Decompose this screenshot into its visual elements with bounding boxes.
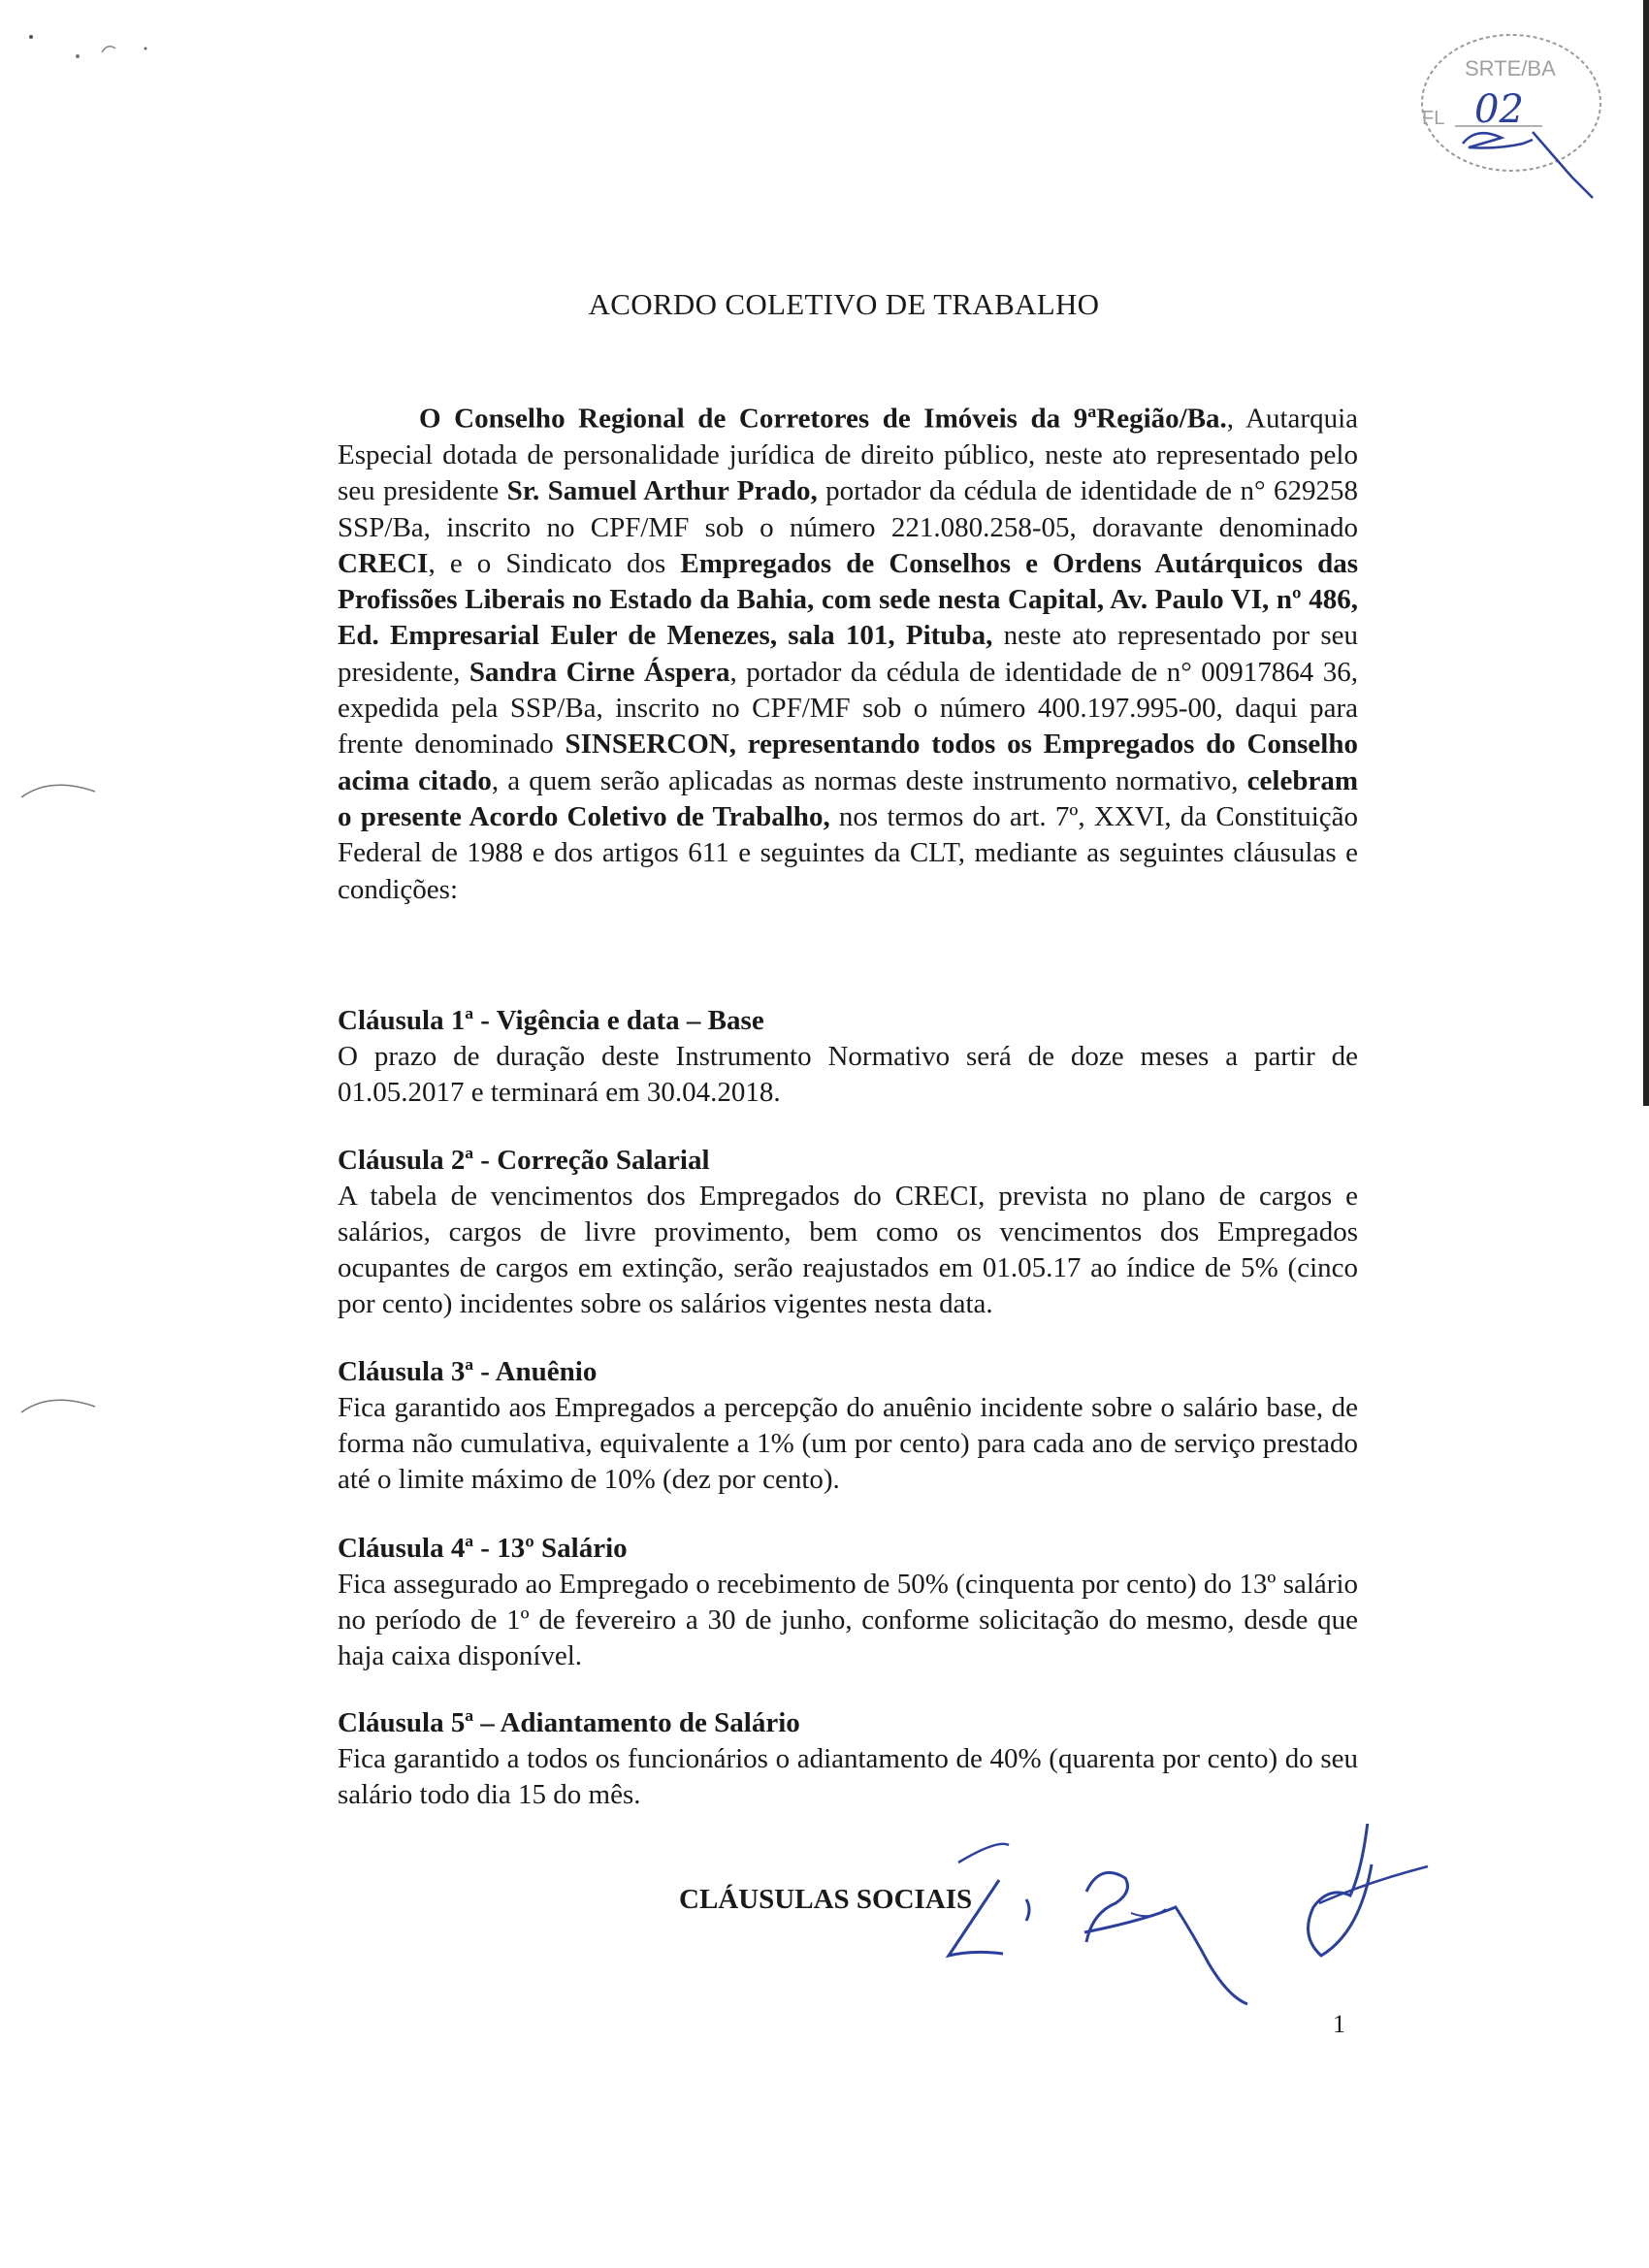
- clause-heading: Cláusula 1ª - Vigência e data – Base: [338, 1005, 764, 1036]
- clause-body: O prazo de duração deste Instrumento Normativo será de doze meses a partir de 01.05.2017 e terminará em 30.04.2018.: [338, 1041, 1358, 1108]
- intro-sinsercon: SINSERCON, representando todos os Empregados do Conselho acima citado: [338, 729, 1358, 796]
- intro-union-president: Sandra Cirne Áspera: [469, 656, 730, 688]
- scan-artifact-left-2: [17, 1389, 105, 1418]
- intro-president-name: Sr. Samuel Arthur Prado,: [506, 475, 818, 507]
- clause-body: Fica assegurado ao Empregado o recebimento de 50% (cinquenta por cento) do 13º salário no período de 1º de fevereiro a 30 de junho, conforme solicitação do mesmo, desde que haja caixa disponível.: [338, 1569, 1358, 1671]
- clause-heading: Cláusula 3ª - Anuênio: [338, 1356, 598, 1387]
- clause-heading: Cláusula 5ª – Adiantamento de Salário: [338, 1707, 800, 1738]
- clause-4: [338, 1531, 1358, 1674]
- intro-union-name: Empregados de Conselhos e Ordens Autárquicos das Profissões Liberais no Estado da Bahia, com sede nesta Capital, Av. Paulo VI, nº 486, Ed. Empresarial Euler de Menezes, sala 101, Pituba,: [338, 547, 1358, 652]
- handwritten-signatures: [912, 1824, 1455, 2037]
- clause-heading: Cláusula 4ª - 13º Salário: [338, 1533, 628, 1564]
- intro-region: Região/Ba.: [1096, 403, 1227, 435]
- clause-heading: Cláusula 2ª - Correção Salarial: [338, 1145, 710, 1176]
- clause-body: A tabela de vencimentos dos Empregados do CRECI, prevista no plano de cargos e salários, cargos de livre provimento, bem como os vencimentos dos Empregados ocupantes de cargos em extinção, serão reajustados em 01.05.17 ao índice de 5% (cinco por cento) incidentes sobre os salários vigentes nesta data.: [338, 1181, 1358, 1319]
- intro-text-7: nos termos do art. 7º, XXVI, da Constituição Federal de 1988 e dos artigos 611 e seguintes da CLT, mediante as seguintes cláusulas e condições:: [338, 800, 1359, 905]
- clause-5: [338, 1705, 1358, 1813]
- intro-paragraph: [338, 394, 1358, 908]
- clause-body: Fica garantido a todos os funcionários o adiantamento de 40% (quarenta por cento) do seu salário todo dia 15 do mês.: [338, 1743, 1358, 1810]
- scan-artifact-top-left: [19, 19, 184, 78]
- scan-artifact-left-1: [17, 774, 105, 803]
- intro-text-2: portador da cédula de identidade de n° 629258 SSP/Ba, inscrito no CPF/MF sob o número 221.080.258-05, doravante denominado: [338, 475, 1358, 543]
- stamp-page-number: 02: [1474, 87, 1524, 132]
- clause-1: [338, 1003, 1358, 1111]
- receipt-stamp: [1397, 17, 1630, 211]
- intro-superscript: a: [1087, 402, 1097, 421]
- intro-text-4: neste ato representado por seu presidente,: [338, 620, 1358, 688]
- scan-edge-right: [1639, 0, 1649, 1106]
- stamp-fl-label: FL: [1422, 108, 1445, 129]
- clause-2: [338, 1143, 1358, 1322]
- social-clauses-heading: CLÁUSULAS SOCIAIS: [679, 1884, 973, 1915]
- stamp-text: SRTE/BA: [1465, 56, 1556, 81]
- intro-text-6: , a quem serão aplicadas as normas deste instrumento normativo,: [491, 764, 1247, 796]
- page-number: 1: [1333, 2010, 1345, 2038]
- document-title: ACORDO COLETIVO DE TRABALHO: [588, 287, 1100, 321]
- intro-celebram: celebram o presente Acordo Coletivo de Trabalho,: [338, 764, 1358, 832]
- intro-text-3: , e o Sindicato dos: [428, 547, 681, 579]
- clause-3: [338, 1354, 1358, 1498]
- intro-text-1: , Autarquia Especial dotada de personalidade jurídica de direito público, neste ato representado pelo seu presidente: [338, 403, 1358, 507]
- clause-body: Fica garantido aos Empregados a percepção do anuênio incidente sobre o salário base, de forma não cumulativa, equivalente a 1% (um por cento) para cada ano de serviço prestado até o limite máximo de 10% (dez por cento).: [338, 1392, 1358, 1495]
- intro-text-5: , portador da cédula de identidade de n° 00917864 36, expedida pela SSP/Ba, inscrito no CPF/MF sob o número 400.197.995-00, daqui para frente denominado: [338, 656, 1358, 761]
- intro-party-creci-name: O Conselho Regional de Corretores de Imóveis da 9: [419, 403, 1088, 435]
- intro-creci: CRECI: [338, 547, 429, 579]
